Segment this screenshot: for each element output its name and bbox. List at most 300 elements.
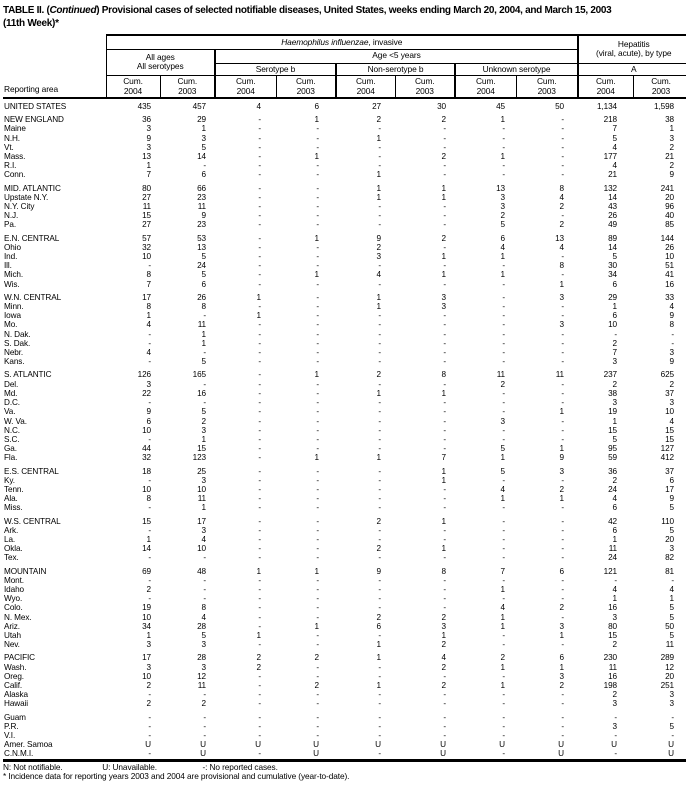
value-cell: - [316, 444, 319, 454]
value-cell: 3 [559, 466, 564, 476]
value-cell: - [148, 575, 151, 585]
value-cell: - [443, 712, 446, 722]
value-cell: - [378, 671, 381, 681]
value-cell: 33 [665, 292, 674, 302]
reporting-area-cell: Ohio [4, 242, 21, 252]
value-cell: - [316, 192, 319, 202]
value-cell: - [378, 416, 381, 426]
value-cell: 32 [142, 242, 151, 252]
table-row [3, 426, 686, 435]
value-cell: - [258, 690, 261, 700]
value-cell: - [443, 484, 446, 494]
value-cell: 9 [146, 407, 151, 417]
value-cell: - [561, 594, 564, 604]
value-cell: 2 [441, 662, 446, 672]
value-cell: - [258, 721, 261, 731]
value-cell: - [443, 211, 446, 221]
value-cell: - [316, 575, 319, 585]
value-cell: - [378, 494, 381, 504]
value-cell: 3 [146, 662, 151, 672]
value-cell: 36 [142, 115, 151, 125]
value-cell: - [561, 721, 564, 731]
value-cell: 41 [665, 270, 674, 280]
value-cell: U [668, 740, 674, 750]
value-cell: 32 [142, 453, 151, 463]
reporting-area-cell: Maine [4, 124, 26, 134]
value-cell: 15 [197, 444, 206, 454]
value-cell: 3 [376, 252, 381, 262]
value-cell: 1 [500, 584, 505, 594]
reporting-area-cell: Iowa [4, 311, 21, 321]
reporting-area-cell: NEW ENGLAND [4, 115, 64, 125]
value-cell: 1 [500, 252, 505, 262]
value-cell: 5 [201, 407, 206, 417]
table-row [3, 585, 686, 594]
table-row [3, 613, 686, 622]
table-row [3, 517, 686, 526]
value-cell: - [258, 416, 261, 426]
value-cell: - [378, 211, 381, 221]
value-cell: 7 [441, 453, 446, 463]
value-cell: - [148, 434, 151, 444]
value-cell: - [258, 407, 261, 417]
table-row [3, 603, 686, 612]
reporting-area-cell: Tenn. [4, 484, 24, 494]
value-cell: - [316, 494, 319, 504]
value-cell: - [316, 640, 319, 650]
value-cell: - [316, 398, 319, 408]
value-cell: - [443, 525, 446, 535]
value-cell: U [255, 740, 261, 750]
value-cell: - [443, 434, 446, 444]
value-cell: 5 [669, 612, 674, 622]
value-cell: - [561, 731, 564, 740]
value-cell: - [148, 712, 151, 722]
table-row [3, 124, 686, 133]
value-cell: 2 [376, 115, 381, 125]
value-cell: - [561, 329, 564, 339]
value-cell: 15 [665, 434, 674, 444]
value-cell: - [443, 398, 446, 408]
value-cell: 26 [608, 211, 617, 221]
value-cell: - [378, 575, 381, 585]
reporting-area-cell: Idaho [4, 584, 24, 594]
value-cell: 2 [441, 612, 446, 622]
value-cell: 17 [142, 292, 151, 302]
reporting-area-cell: Nev. [4, 640, 20, 650]
value-cell: 2 [500, 653, 505, 663]
reporting-area-cell: Ala. [4, 494, 18, 504]
reporting-area-cell: Colo. [4, 603, 23, 613]
value-cell: 80 [142, 183, 151, 193]
value-cell: - [443, 603, 446, 613]
value-cell: - [378, 338, 381, 348]
value-cell: - [502, 320, 505, 330]
value-cell: 1 [376, 183, 381, 193]
table-row [3, 320, 686, 329]
value-cell: 1 [500, 152, 505, 162]
value-cell: - [443, 261, 446, 271]
table-row [3, 339, 686, 348]
value-cell: - [502, 279, 505, 289]
reporting-area-cell: Va. [4, 407, 16, 417]
value-cell: 42 [608, 516, 617, 526]
value-cell: 15 [608, 425, 617, 435]
value-cell: 3 [146, 124, 151, 134]
value-cell: 4 [669, 302, 674, 312]
table-row [3, 690, 686, 699]
value-cell: U [611, 740, 617, 750]
value-cell: - [316, 242, 319, 252]
value-cell: 11 [608, 544, 617, 554]
value-cell: 10 [142, 425, 151, 435]
value-cell: 237 [603, 370, 617, 380]
value-cell: 1 [314, 453, 319, 463]
value-cell: 230 [603, 653, 617, 663]
value-cell: - [148, 721, 151, 731]
value-cell: - [316, 388, 319, 398]
value-cell: 127 [660, 444, 674, 454]
value-cell: 34 [608, 270, 617, 280]
value-cell: - [258, 575, 261, 585]
reporting-area-cell: Mass. [4, 152, 26, 162]
value-cell: 1,598 [654, 102, 674, 111]
value-cell: 15 [142, 211, 151, 221]
value-cell: U [313, 749, 319, 759]
value-cell: - [258, 553, 261, 563]
value-cell: U [440, 749, 446, 759]
table-row [3, 302, 686, 311]
value-cell: 6 [314, 102, 319, 111]
value-cell: 1 [376, 640, 381, 650]
value-cell: 20 [665, 534, 674, 544]
value-cell: 1 [201, 434, 206, 444]
value-cell: 1 [559, 494, 564, 504]
value-cell: - [378, 525, 381, 535]
value-cell: 16 [197, 388, 206, 398]
value-cell: - [561, 503, 564, 513]
value-cell: - [258, 544, 261, 554]
value-cell: 4 [612, 161, 617, 171]
value-cell: - [614, 575, 617, 585]
value-cell: - [561, 379, 564, 389]
value-cell: 1 [256, 566, 261, 576]
reporting-area-cell: W.S. CENTRAL [4, 516, 61, 526]
value-cell: - [502, 640, 505, 650]
value-cell: - [378, 699, 381, 709]
value-cell: 3 [669, 699, 674, 709]
value-cell: 13 [555, 233, 564, 243]
footnote-incidence: * Incidence data for reporting years 2003 and 2004 are provisional and cumulative (year-to-date). [3, 771, 350, 782]
value-cell: - [502, 311, 505, 321]
hinfluenzae-group-header: Haemophilus influenzae, invasive [106, 35, 578, 49]
value-cell: 14 [608, 242, 617, 252]
reporting-area-cell: MID. ATLANTIC [4, 183, 61, 193]
value-cell: - [258, 671, 261, 681]
table-row [3, 330, 686, 339]
value-cell: 49 [608, 220, 617, 230]
value-cell: 2 [559, 603, 564, 613]
value-cell: - [258, 170, 261, 180]
value-cell: - [502, 161, 505, 171]
value-cell: - [258, 525, 261, 535]
value-cell: - [443, 444, 446, 454]
value-cell: 3 [559, 292, 564, 302]
value-cell: - [316, 348, 319, 358]
table-row [3, 202, 686, 211]
value-cell: - [443, 699, 446, 709]
value-cell: U [200, 749, 206, 759]
value-cell: - [316, 170, 319, 180]
value-cell: - [316, 142, 319, 152]
value-cell: - [561, 302, 564, 312]
value-cell: 1 [559, 662, 564, 672]
value-cell: U [440, 740, 446, 750]
value-cell: - [378, 662, 381, 672]
value-cell: 11 [197, 494, 206, 504]
value-cell: 7 [612, 348, 617, 358]
reporting-area-cell: E.S. CENTRAL [4, 466, 59, 476]
value-cell: - [561, 270, 564, 280]
value-cell: - [316, 416, 319, 426]
value-cell: 95 [608, 444, 617, 454]
value-cell: - [561, 575, 564, 585]
value-cell: - [316, 302, 319, 312]
value-cell: - [258, 183, 261, 193]
value-cell: - [614, 749, 617, 759]
value-cell: - [203, 161, 206, 171]
reporting-area-cell: N.H. [4, 133, 20, 143]
value-cell: 1 [314, 270, 319, 280]
reporting-area-cell: Ga. [4, 444, 17, 454]
value-cell: - [378, 503, 381, 513]
value-cell: - [258, 152, 261, 162]
reporting-area-cell: Amer. Samoa [4, 740, 53, 750]
value-cell: 2 [559, 220, 564, 230]
value-cell: 1 [201, 124, 206, 134]
value-cell: - [148, 503, 151, 513]
table-row [3, 576, 686, 585]
table-row [3, 453, 686, 462]
reporting-area-cell: Hawaii [4, 699, 28, 709]
value-cell: - [378, 603, 381, 613]
value-cell: - [258, 329, 261, 339]
value-cell: 7 [146, 170, 151, 180]
value-cell: 10 [665, 252, 674, 262]
value-cell: 1 [256, 630, 261, 640]
value-cell: 1 [612, 416, 617, 426]
value-cell: 2 [559, 680, 564, 690]
value-cell: U [145, 740, 151, 750]
value-cell: - [443, 348, 446, 358]
value-cell: 43 [608, 202, 617, 212]
value-cell: 4 [201, 534, 206, 544]
value-cell: 96 [665, 202, 674, 212]
cum-2004-header: Cum. 2004 [336, 76, 395, 99]
reporting-area-cell: S.C. [4, 434, 20, 444]
value-cell: - [378, 220, 381, 230]
value-cell: - [561, 170, 564, 180]
table-row [3, 348, 686, 357]
value-cell: 2 [669, 142, 674, 152]
reporting-area-cell: Mo. [4, 320, 18, 330]
reporting-area-cell: N.C. [4, 425, 20, 435]
value-cell: 82 [665, 553, 674, 563]
value-cell: - [443, 534, 446, 544]
value-cell: - [378, 311, 381, 321]
value-cell: - [316, 407, 319, 417]
value-cell: 1 [500, 115, 505, 125]
table-row [3, 98, 686, 111]
value-cell: 4 [612, 142, 617, 152]
table-row [3, 435, 686, 444]
value-cell: - [378, 329, 381, 339]
reporting-area-cell: N. Mex. [4, 612, 32, 622]
value-cell: - [502, 425, 505, 435]
value-cell: - [443, 357, 446, 367]
value-cell: 6 [559, 653, 564, 663]
value-cell: - [443, 594, 446, 604]
table-row [3, 370, 686, 379]
value-cell: - [502, 575, 505, 585]
table-row [3, 535, 686, 544]
value-cell: - [316, 161, 319, 171]
value-cell: - [443, 242, 446, 252]
value-cell: - [502, 348, 505, 358]
value-cell: - [561, 534, 564, 544]
value-cell: - [258, 434, 261, 444]
reporting-area-cell: Nebr. [4, 348, 24, 358]
value-cell: 36 [608, 466, 617, 476]
table-row [3, 699, 686, 708]
value-cell: 2 [612, 640, 617, 650]
value-cell: 1 [314, 233, 319, 243]
reporting-area-cell: Guam [4, 712, 26, 722]
reporting-area-cell: W. Va. [4, 416, 27, 426]
reporting-area-cell: Wash. [4, 662, 27, 672]
value-cell: 3 [201, 662, 206, 672]
value-cell: 25 [197, 466, 206, 476]
value-cell: - [561, 388, 564, 398]
table-row [3, 544, 686, 553]
value-cell: 2 [314, 653, 319, 663]
value-cell: 24 [608, 553, 617, 563]
table-row [3, 243, 686, 252]
value-cell: 10 [608, 320, 617, 330]
value-cell: - [258, 731, 261, 740]
value-cell: 10 [142, 252, 151, 262]
value-cell: 8 [669, 320, 674, 330]
table-row [3, 631, 686, 640]
value-cell: 1 [314, 370, 319, 380]
reporting-area-cell: Vt. [4, 142, 14, 152]
value-cell: - [502, 292, 505, 302]
value-cell: - [443, 279, 446, 289]
value-cell: - [443, 124, 446, 134]
value-cell: - [378, 434, 381, 444]
value-cell: - [316, 124, 319, 134]
value-cell: - [316, 553, 319, 563]
value-cell: - [443, 494, 446, 504]
value-cell: - [378, 320, 381, 330]
value-cell: - [671, 575, 674, 585]
value-cell: 1 [314, 115, 319, 125]
value-cell: 3 [612, 398, 617, 408]
reporting-area-cell: S. ATLANTIC [4, 370, 52, 380]
value-cell: 2 [612, 338, 617, 348]
value-cell: 144 [660, 233, 674, 243]
value-cell: 1 [441, 388, 446, 398]
value-cell: - [502, 503, 505, 513]
reporting-area-cell: W.N. CENTRAL [4, 292, 62, 302]
value-cell: - [378, 379, 381, 389]
value-cell: - [443, 142, 446, 152]
table-row [3, 252, 686, 261]
value-cell: U [558, 740, 564, 750]
value-cell: - [671, 329, 674, 339]
value-cell: - [443, 329, 446, 339]
cum-2003-header: Cum. 2003 [160, 76, 215, 99]
value-cell: 1 [441, 475, 446, 485]
value-cell: 11 [197, 320, 206, 330]
value-cell: 9 [669, 494, 674, 504]
value-cell: - [316, 379, 319, 389]
table-row [3, 713, 686, 722]
value-cell: 4 [612, 494, 617, 504]
value-cell: - [443, 553, 446, 563]
reporting-area-cell: V.I. [4, 731, 16, 740]
value-cell: 4 [256, 102, 261, 111]
value-cell: - [561, 516, 564, 526]
value-cell: 2 [146, 680, 151, 690]
value-cell: 3 [201, 525, 206, 535]
value-cell: - [316, 475, 319, 485]
value-cell: 3 [201, 640, 206, 650]
value-cell: - [443, 338, 446, 348]
value-cell: 3 [441, 621, 446, 631]
value-cell: 6 [612, 525, 617, 535]
value-cell: - [316, 503, 319, 513]
reporting-area-cell: Utah [4, 630, 21, 640]
value-cell: 1 [500, 270, 505, 280]
reporting-area-cell: Ill. [4, 261, 12, 271]
value-cell: - [502, 525, 505, 535]
value-cell: - [316, 603, 319, 613]
value-cell: 11 [197, 202, 206, 212]
value-cell: 1 [376, 453, 381, 463]
value-cell: 3 [612, 721, 617, 731]
value-cell: 10 [197, 484, 206, 494]
value-cell: U [499, 740, 505, 750]
table-row [3, 152, 686, 161]
value-cell: 3 [146, 640, 151, 650]
value-cell: 48 [197, 566, 206, 576]
value-cell: 289 [660, 653, 674, 663]
reporting-area-cell: Wyo. [4, 594, 23, 604]
value-cell: 4 [146, 320, 151, 330]
value-cell: 2 [612, 475, 617, 485]
value-cell: 13 [496, 183, 505, 193]
value-cell: - [443, 407, 446, 417]
value-cell: 3 [669, 133, 674, 143]
value-cell: - [316, 425, 319, 435]
value-cell: - [561, 115, 564, 125]
value-cell: 24 [197, 261, 206, 271]
value-cell: 11 [608, 662, 617, 672]
value-cell: - [258, 584, 261, 594]
value-cell: 1 [500, 612, 505, 622]
value-cell: - [378, 142, 381, 152]
